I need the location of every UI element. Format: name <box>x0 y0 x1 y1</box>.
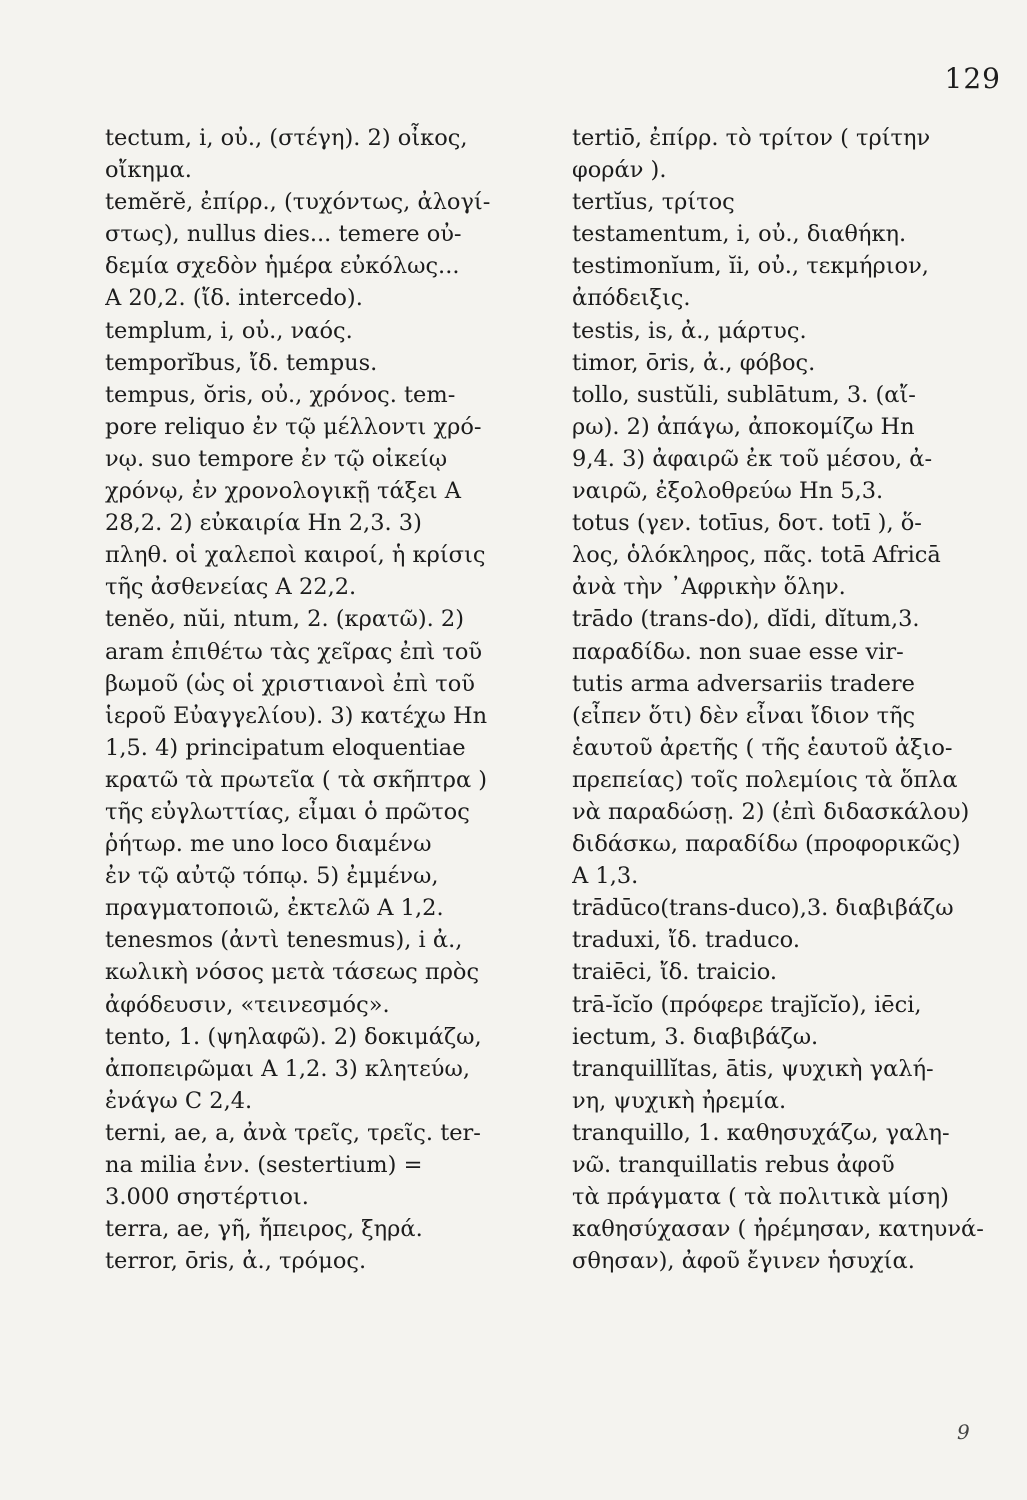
text-line: νὰ παραδώσῃ. 2) (ἐπὶ διδασκάλου) <box>572 798 970 825</box>
text-line: νῶ. tranquillatis rebus ἀφοῦ <box>572 1152 895 1178</box>
text-line: tutis arma adversariis tradere <box>572 670 915 697</box>
text-line: δεμία σχεδὸν ἡμέρα εὐκόλως... <box>105 253 460 280</box>
text-line: ἱεροῦ Εὐαγγελίου). 3) κατέχω Hn <box>105 702 488 729</box>
text-line: τὰ πράγματα ( τὰ πολιτικὰ μίση) <box>572 1184 949 1211</box>
text-line: terra, ae, γῆ, ἤπειρος, ξηρά. <box>105 1216 423 1243</box>
text-line: traduxi, ἴδ. traduco. <box>572 927 800 954</box>
text-line: A 20,2. (ἴδ. intercedo). <box>105 285 363 312</box>
text-line: testis, is, ἀ., μάρτυς. <box>572 317 807 344</box>
text-line: templum, i, οὐ., ναός. <box>105 317 353 344</box>
text-line: λος, ὁλόκληρος, πᾶς. totā Africā <box>572 542 941 569</box>
text-line: traiēci, ἴδ. traicio. <box>572 959 778 986</box>
text-line: διδάσκω, παραδίδω (προφορικῶς) <box>572 831 961 858</box>
text-line: νῳ. suo tempore ἐν τῷ οἰκείῳ <box>105 445 448 472</box>
text-line: 3.000 σηστέρτιοι. <box>105 1184 309 1211</box>
text-line: totus (γεν. totīus, δοτ. totī ), ὅ- <box>572 510 922 537</box>
text-line: ἀφόδευσιν, «τεινεσμός». <box>105 991 390 1018</box>
text-line: πραγματοποιῶ, ἐκτελῶ A 1,2. <box>105 895 444 922</box>
text-line: ῥήτωρ. me uno loco διαμένω <box>105 831 432 858</box>
page-number: 129 <box>944 62 1001 95</box>
text-line: aram ἐπιθέτω τὰς χεῖρας ἐπὶ τοῦ <box>105 638 483 665</box>
text-line: πρεπείας) τοῖς πολεμίοις τὰ ὅπλα <box>572 766 958 793</box>
text-line: tollo, sustŭli, sublātum, 3. (αἴ- <box>572 381 916 408</box>
text-line: testamentum, i, οὐ., διαθήκη. <box>572 221 907 248</box>
right-column <box>572 122 1008 1277</box>
text-line: tenesmos (ἀντὶ tenesmus), i ἀ., <box>105 927 463 954</box>
signature-mark: 9 <box>957 1420 970 1444</box>
text-line: trādūco(trans-duco),3. διαβιβάζω <box>572 895 954 922</box>
text-line: τῆς εὐγλωττίας, εἶμαι ὁ πρῶτος <box>105 798 470 825</box>
text-line: testimonĭum, ĭi, οὐ., τεκμήριον, <box>572 253 929 280</box>
text-line: στως), nullus dies... temere οὐ- <box>105 221 462 248</box>
text-line: 28,2. 2) εὐκαιρία Hn 2,3. 3) <box>105 510 422 537</box>
text-line: 1,5. 4) principatum eloquentiae <box>105 734 466 761</box>
text-line: trā-ĭcĭo (πρόφερε trajĭcĭo), iēci, <box>572 991 922 1018</box>
text-line: ἐν τῷ αὐτῷ τόπῳ. 5) ἐμμένω, <box>105 863 439 890</box>
text-line: φοράν ). <box>572 157 667 184</box>
text-line: na milia ἐνν. (sestertium) = <box>105 1152 423 1178</box>
text-line: ἑαυτοῦ ἀρετῆς ( τῆς ἑαυτοῦ ἀξιο- <box>572 734 953 761</box>
text-line: tertiō, ἐπίρρ. τὸ τρίτον ( τρίτην <box>572 125 931 151</box>
text-line: iectum, 3. διαβιβάζω. <box>572 1023 819 1050</box>
text-line: timor, ōris, ἀ., φόβος. <box>572 349 816 376</box>
text-line: ἀπόδειξις. <box>572 285 691 312</box>
text-line: παραδίδω. non suae esse vir- <box>572 638 904 665</box>
text-line: terror, ōris, ἀ., τρόμος. <box>105 1248 367 1275</box>
text-line: (εἶπεν ὅτι) δὲν εἶναι ἴδιον τῆς <box>572 702 916 729</box>
text-line: tranquillo, 1. καθησυχάζω, γαλη- <box>572 1119 950 1146</box>
text-line: ἀνὰ τὴν ᾿Αφρικὴν ὅλην. <box>572 574 846 601</box>
text-line: ἐνάγω C 2,4. <box>105 1087 253 1114</box>
text-line: ἀποπειρῶμαι A 1,2. 3) κλητεύω, <box>105 1055 470 1082</box>
text-line: tertĭus, τρίτος <box>572 189 735 216</box>
text-line: κωλικὴ νόσος μετὰ τάσεως πρὸς <box>105 959 480 986</box>
text-line: καθησύχασαν ( ἠρέμησαν, κατηυνά- <box>572 1216 984 1243</box>
text-line: σθησαν), ἀφοῦ ἔγινεν ἡσυχία. <box>572 1248 915 1275</box>
left-column <box>105 122 545 1277</box>
text-line: terni, ae, a, ἀνὰ τρεῖς, τρεῖς. ter- <box>105 1119 481 1146</box>
text-line: trādo (trans-do), dĭdi, dĭtum,3. <box>572 606 920 633</box>
text-line: tectum, i, οὐ., (στέγη). 2) οἶκος, <box>105 125 468 151</box>
text-line: A 1,3. <box>572 863 639 890</box>
text-line: οἴκημα. <box>105 157 192 184</box>
text-line: κρατῶ τὰ πρωτεῖα ( τὰ σκῆπτρα ) <box>105 766 488 793</box>
text-line: ναιρῶ, ἐξολοθρεύω Hn 5,3. <box>572 478 884 505</box>
text-line: χρόνῳ, ἐν χρονολογικῇ τάξει A <box>105 478 461 505</box>
text-line: νη, ψυχικὴ ἠρεμία. <box>572 1087 787 1114</box>
text-line: ρω). 2) ἀπάγω, ἀποκομίζω Hn <box>572 413 915 440</box>
text-line: temporĭbus, ἴδ. tempus. <box>105 349 378 376</box>
text-line: pore reliquo ἐν τῷ μέλλοντι χρό- <box>105 413 482 440</box>
text-line: tranquillĭtas, ātis, ψυχικὴ γαλή- <box>572 1055 934 1082</box>
text-line: tento, 1. (ψηλαφῶ). 2) δοκιμάζω, <box>105 1023 482 1050</box>
text-line: βωμοῦ (ὡς οἱ χριστιανοὶ ἐπὶ τοῦ <box>105 670 475 697</box>
text-line: tempus, ŏris, οὐ., χρόνος. tem- <box>105 381 456 408</box>
text-line: 9,4. 3) ἀφαιρῶ ἐκ τοῦ μέσου, ἀ- <box>572 445 933 472</box>
text-line: τῆς ἀσθενείας A 22,2. <box>105 574 357 601</box>
text-line: tenĕo, nŭi, ntum, 2. (κρατῶ). 2) <box>105 606 465 633</box>
text-line: temĕrĕ, ἐπίρρ., (τυχόντως, ἀλογί- <box>105 189 491 216</box>
text-line: πληθ. οἱ χαλεποὶ καιροί, ἡ κρίσις <box>105 542 486 569</box>
